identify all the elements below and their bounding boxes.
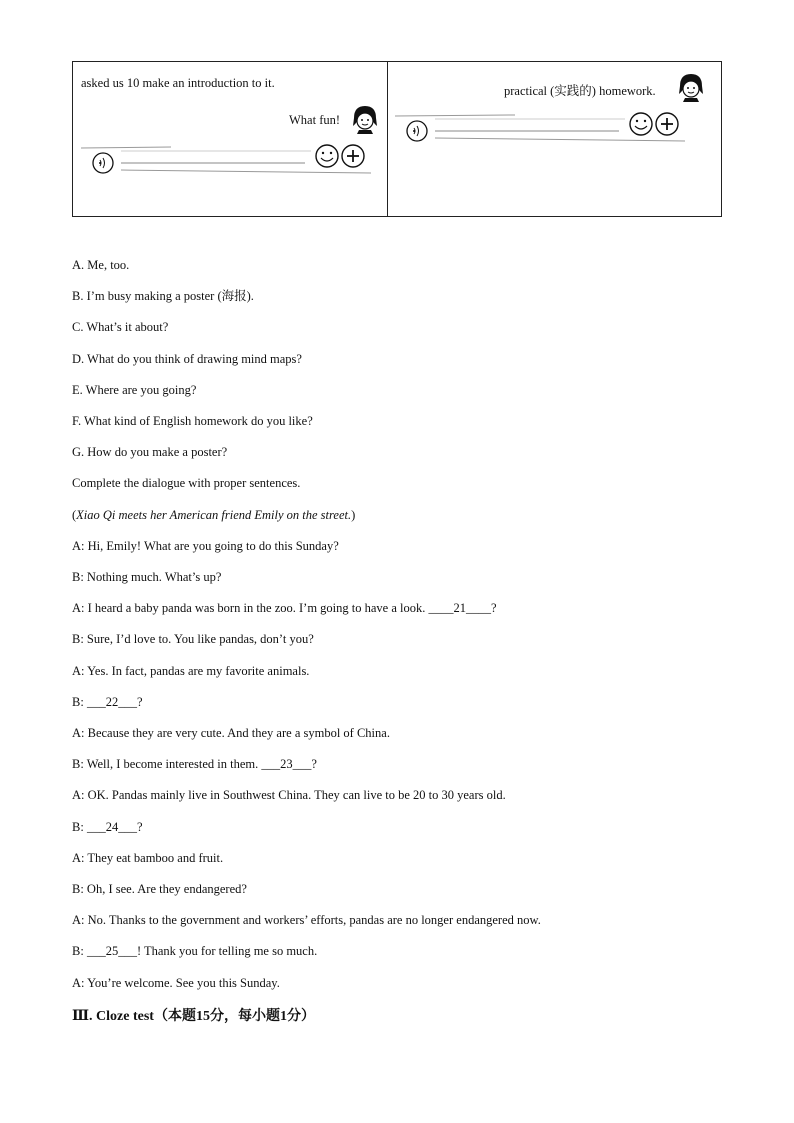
dialogue-line: B: ___22___?: [72, 695, 143, 709]
left-panel-top-text: asked us 10 make an introduction to it.: [81, 76, 275, 90]
option-c: C. What’s it about?: [72, 320, 169, 334]
dialogue-line: A: Hi, Emily! What are you going to do this Sunday?: [72, 539, 339, 553]
dialogue-line: A: OK. Pandas mainly live in Southwest China. They can live to be 20 to 30 years old.: [72, 788, 506, 802]
blank-23: ___23___: [261, 757, 312, 771]
dialogue-line: A: Yes. In fact, pandas are my favorite animals.: [72, 664, 310, 678]
dialogue-line: B: Nothing much. What’s up?: [72, 570, 222, 584]
left-chat-input-bar: [81, 142, 373, 178]
option-a: A. Me, too.: [72, 258, 130, 272]
instruction-text: Complete the dialogue with proper sentences.: [72, 476, 301, 490]
left-panel-reply-text: What fun!: [289, 113, 341, 127]
dialogue-line: B: ___25___! Thank you for telling me so much.: [72, 944, 318, 958]
girl-avatar-icon: [350, 104, 380, 134]
blank-25: ___25___: [86, 944, 137, 958]
dialogue-line: A: Because they are very cute. And they are a symbol of China.: [72, 726, 390, 740]
blank-22: ___22___: [86, 695, 137, 709]
section-heading: Ⅲ. Cloze test（本题15分，每小题1分）: [72, 1009, 315, 1024]
scene-description: (Xiao Qi meets her American friend Emily on the street.): [72, 508, 356, 522]
option-e: E. Where are you going?: [72, 383, 197, 397]
option-d: D. What do you think of drawing mind maps?: [72, 352, 302, 366]
dialogue-line: B: ___24___?: [72, 820, 143, 834]
blank-21: ____21____: [428, 601, 491, 615]
dialogue-line: A: No. Thanks to the government and workers’ efforts, pandas are no longer endangered now.: [72, 913, 541, 927]
dialogue-line: B: Sure, I’d love to. You like pandas, don’t you?: [72, 632, 314, 646]
right-panel-top-text: practical (实践的) homework.: [504, 84, 656, 98]
blank-24: ___24___: [86, 820, 137, 834]
right-chat-input-bar: [395, 110, 687, 146]
dialogue-line: A: I heard a baby panda was born in the zoo. I’m going to have a look. ____21____?: [72, 601, 497, 615]
dialogue-line: B: Oh, I see. Are they endangered?: [72, 882, 247, 896]
girl-avatar-icon: [676, 72, 706, 102]
dialogue-line: B: Well, I become interested in them. ___23___?: [72, 757, 317, 771]
dialogue-line: A: They eat bamboo and fruit.: [72, 851, 224, 865]
dialogue-line: A: You’re welcome. See you this Sunday.: [72, 976, 280, 990]
option-b: B. I’m busy making a poster (海报).: [72, 289, 254, 303]
table-divider: [387, 62, 388, 216]
chat-image-table: [72, 61, 722, 217]
option-g: G. How do you make a poster?: [72, 445, 228, 459]
option-f: F. What kind of English homework do you like?: [72, 414, 313, 428]
